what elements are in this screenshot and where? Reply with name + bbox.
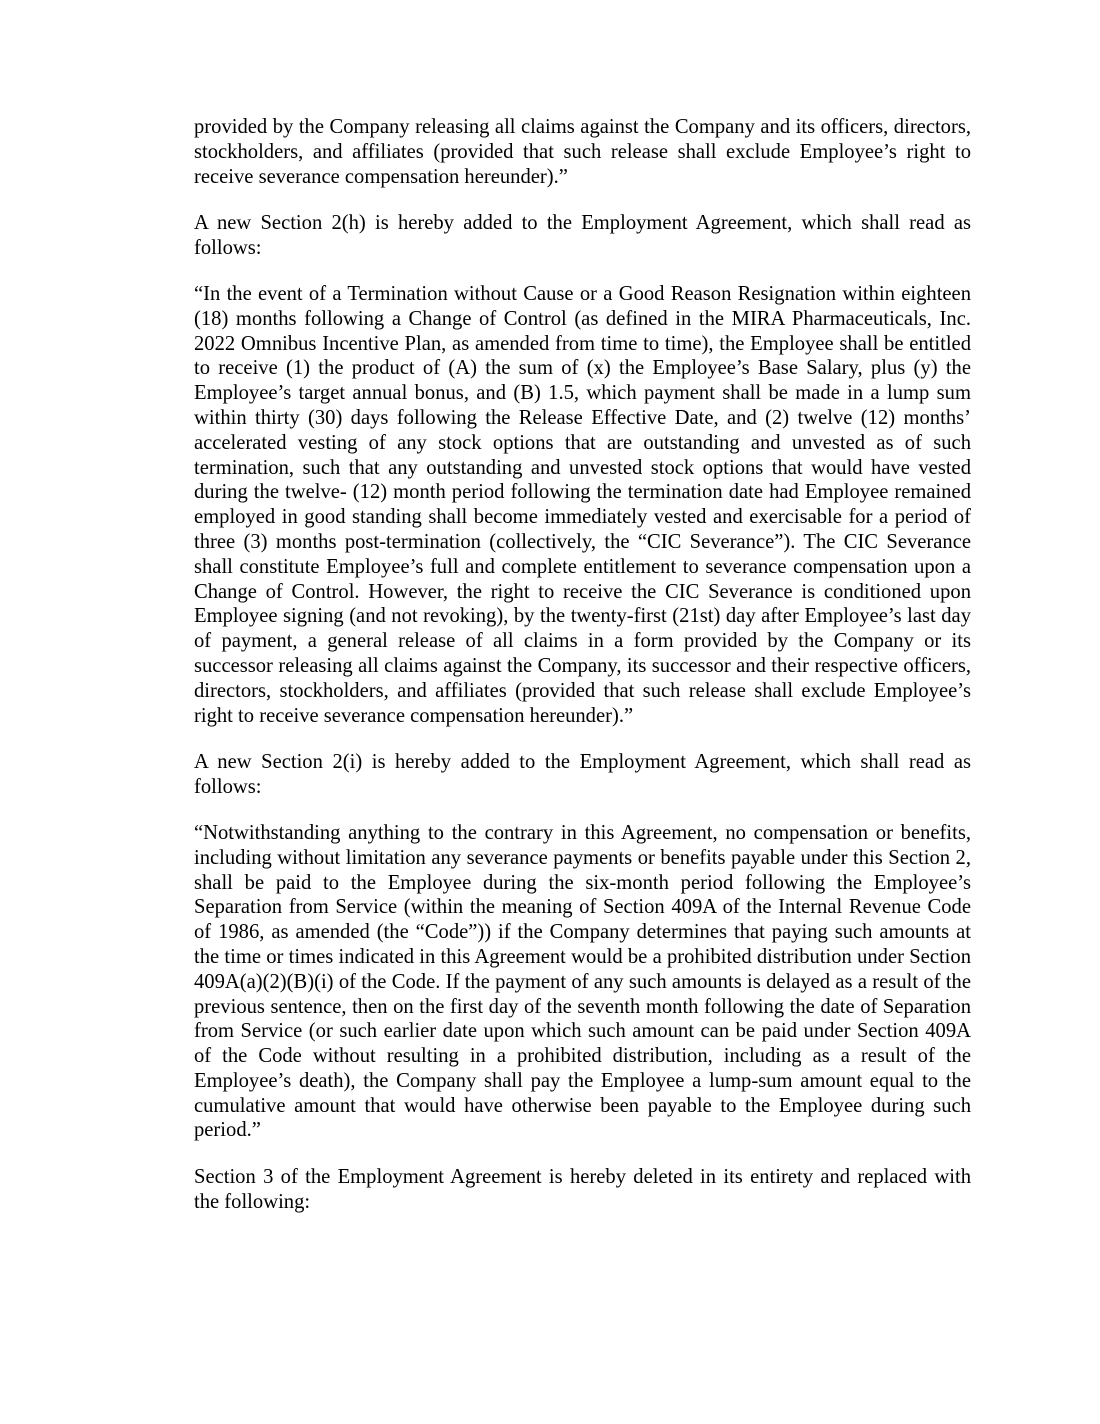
section-2h-intro-paragraph: A new Section 2(h) is hereby added to the Employment Agreement, which shall read as follows: (194, 211, 971, 259)
release-continuation-paragraph: provided by the Company releasing all claims against the Company and its officers, directors, stockholders, and affiliates (provided that such release shall exclude Employee’s right to receive severance compensation hereunder).” (194, 116, 971, 188)
section-2h-text-paragraph: “In the event of a Termination without Cause or a Good Reason Resignation within eighteen (18) months following a Change of Control (as defined in the MIRA Pharmaceuticals, Inc. 2022 Omnibus Incentive Plan, as amended from time to time), the Employee shall be entitled to receive (1) the product of (A) the sum of (x) the Employee’s Base Salary, plus (y) the Employee’s target annual bonus, and (B) 1.5, which payment shall be made in a lump sum within thirty (30) days following the Release Effective Date, and (2) twelve (12) months’ accelerated vesting of any stock options that are outstanding and unvested as of such termination, such that any outstanding and unvested stock options that would have vested during the twelve- (12) month period following the termination date had Employee remained employed in good standing shall become immediately vested and exercisable for a period of three (3) months post-termination (collectively, the “CIC Severance”). The CIC Severance shall constitute Employee’s full and complete entitlement to severance compensation upon a Change of Control. However, the right to receive the CIC Severance is conditioned upon Employee signing (and not revoking), by the twenty-first (21st) day after Employee’s last day of payment, a general release of all claims in a form provided by the Company or its successor releasing all claims against the Company, its successor and their respective officers, directors, stockholders, and affiliates (provided that such release shall exclude Employee’s right to receive severance compensation hereunder).” (194, 282, 971, 727)
document-page (194, 115, 971, 1236)
section-3-intro-paragraph: Section 3 of the Employment Agreement is hereby deleted in its entirety and replaced with the following: (194, 1165, 971, 1213)
section-2i-text-paragraph: “Notwithstanding anything to the contrary in this Agreement, no compensation or benefits, including without limitation any severance payments or benefits payable under this Section 2, shall be paid to the Employee during the six-month period following the Employee’s Separation from Service (within the meaning of Section 409A of the Internal Revenue Code of 1986, as amended (the “Code”)) if the Company determines that paying such amounts at the time or times indicated in this Agreement would be a prohibited distribution under Section 409A(a)(2)(B)(i) of the Code. If the payment of any such amounts is delayed as a result of the previous sentence, then on the first day of the seventh month following the date of Separation from Service (or such earlier date upon which such amount can be paid under Section 409A of the Code without resulting in a prohibited distribution, including as a result of the Employee’s death), the Company shall pay the Employee a lump-sum amount equal to the cumulative amount that would have otherwise been payable to the Employee during such period.” (194, 821, 971, 1142)
section-2i-intro-paragraph: A new Section 2(i) is hereby added to the Employment Agreement, which shall read as follows: (194, 750, 971, 798)
